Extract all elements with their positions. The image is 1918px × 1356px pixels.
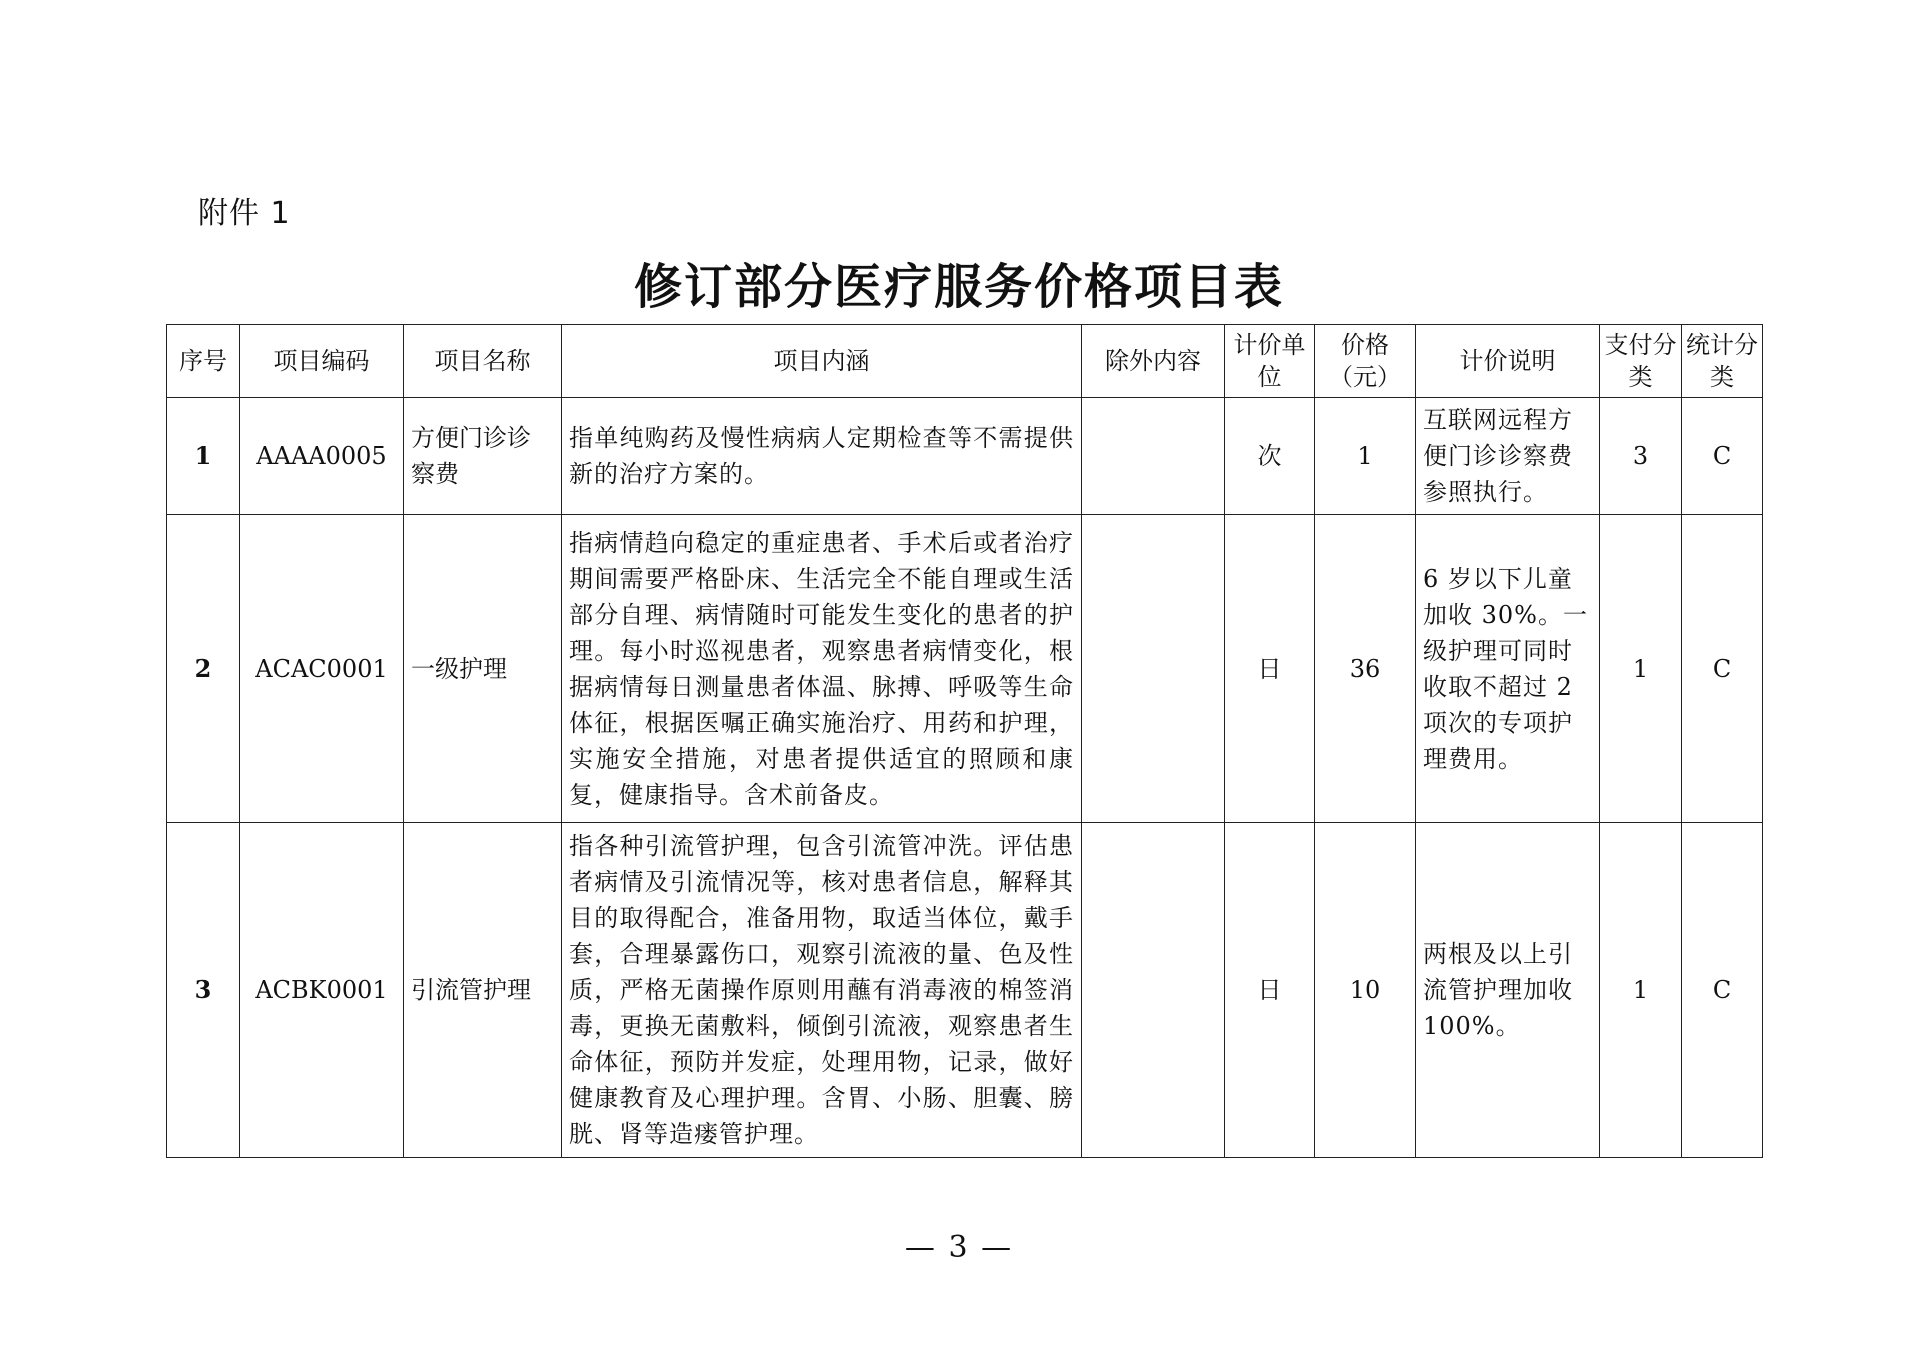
cell-code: ACAC0001 — [240, 515, 404, 823]
attachment-label: 附件 1 — [198, 196, 291, 231]
table-row — [167, 823, 1763, 1158]
cell-note: 两根及以上引流管护理加收 100%。 — [1416, 823, 1600, 1158]
cell-unit: 次 — [1225, 398, 1315, 515]
cell-name: 方便门诊诊察费 — [404, 398, 562, 515]
cell-name: 引流管护理 — [404, 823, 562, 1158]
table-header-row — [167, 325, 1763, 398]
header-note: 计价说明 — [1416, 325, 1600, 398]
cell-exclusion — [1082, 823, 1225, 1158]
cell-exclusion — [1082, 398, 1225, 515]
header-exclusion: 除外内容 — [1082, 325, 1225, 398]
price-items-table — [166, 324, 1763, 1158]
header-code: 项目编码 — [240, 325, 404, 398]
header-payment: 支付分类 — [1600, 325, 1682, 398]
cell-unit: 日 — [1225, 515, 1315, 823]
document-title: 修订部分医疗服务价格项目表 — [633, 259, 1284, 315]
cell-stats: C — [1682, 398, 1763, 515]
cell-content: 指单纯购药及慢性病病人定期检查等不需提供新的治疗方案的。 — [562, 398, 1082, 515]
cell-code: AAAA0005 — [240, 398, 404, 515]
cell-unit: 日 — [1225, 823, 1315, 1158]
cell-payment: 1 — [1600, 515, 1682, 823]
cell-stats: C — [1682, 515, 1763, 823]
page-number: — 3 — — [904, 1230, 1014, 1265]
cell-note: 6 岁以下儿童加收 30%。一级护理可同时收取不超过 2 项次的专项护理费用。 — [1416, 515, 1600, 823]
cell-code: ACBK0001 — [240, 823, 404, 1158]
cell-seq: 1 — [167, 398, 240, 515]
header-price: 价格（元） — [1315, 325, 1416, 398]
cell-seq: 2 — [167, 515, 240, 823]
cell-price: 10 — [1315, 823, 1416, 1158]
cell-price: 1 — [1315, 398, 1416, 515]
cell-exclusion — [1082, 515, 1225, 823]
table-row — [167, 398, 1763, 515]
header-content: 项目内涵 — [562, 325, 1082, 398]
header-seq: 序号 — [167, 325, 240, 398]
header-name: 项目名称 — [404, 325, 562, 398]
cell-name: 一级护理 — [404, 515, 562, 823]
cell-price: 36 — [1315, 515, 1416, 823]
table-row — [167, 515, 1763, 823]
header-stats: 统计分类 — [1682, 325, 1763, 398]
cell-seq: 3 — [167, 823, 240, 1158]
header-unit: 计价单位 — [1225, 325, 1315, 398]
cell-content: 指病情趋向稳定的重症患者、手术后或者治疗期间需要严格卧床、生活完全不能自理或生活部分自理、病情随时可能发生变化的患者的护理。每小时巡视患者，观察患者病情变化，根据病情每日测量患者体温、脉搏、呼吸等生命体征，根据医嘱正确实施治疗、用药和护理，实施安全措施，对患者提供适宜的照顾和康复，健康指导。含术前备皮。 — [562, 515, 1082, 823]
cell-stats: C — [1682, 823, 1763, 1158]
cell-content: 指各种引流管护理，包含引流管冲洗。评估患者病情及引流情况等，核对患者信息，解释其目的取得配合，准备用物，取适当体位，戴手套，合理暴露伤口，观察引流液的量、色及性质，严格无菌操作原则用蘸有消毒液的棉签消毒，更换无菌敷料，倾倒引流液，观察患者生命体征，预防并发症，处理用物，记录，做好健康教育及心理护理。含胃、小肠、胆囊、膀胱、肾等造瘘管护理。 — [562, 823, 1082, 1158]
cell-payment: 1 — [1600, 823, 1682, 1158]
cell-note: 互联网远程方便门诊诊察费参照执行。 — [1416, 398, 1600, 515]
cell-payment: 3 — [1600, 398, 1682, 515]
